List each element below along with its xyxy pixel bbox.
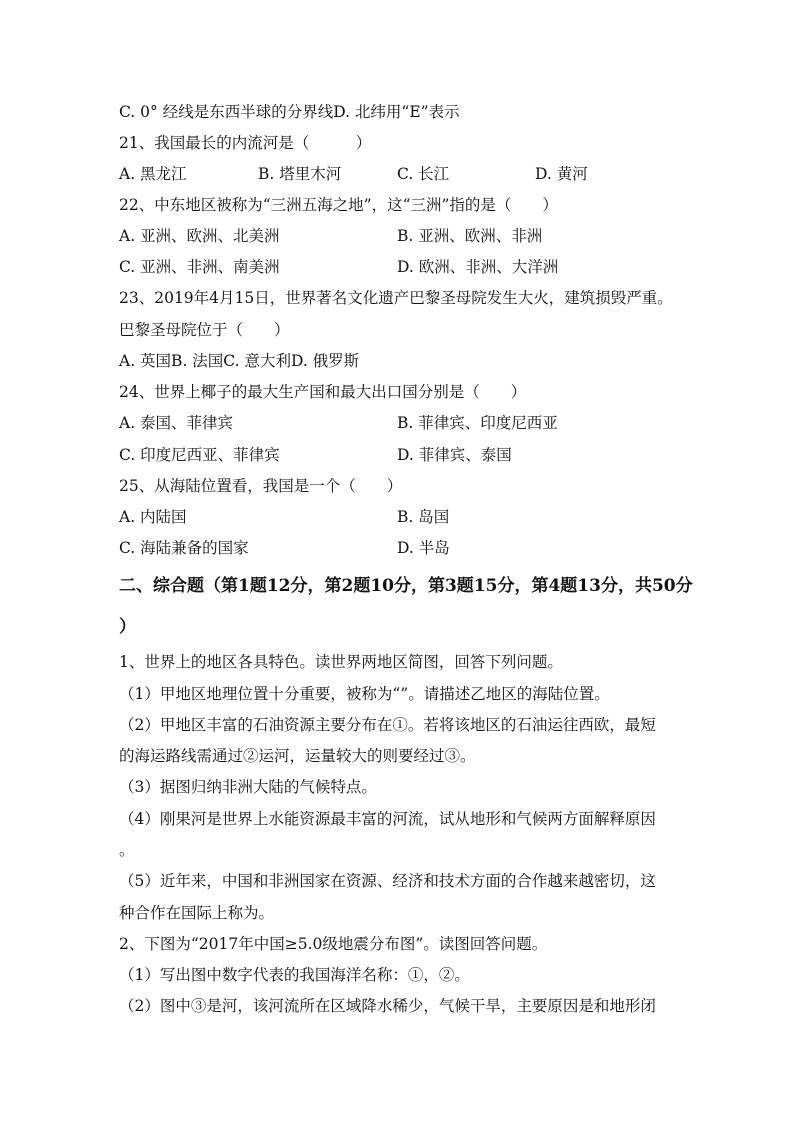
q22-option-d: D. 欧洲、非洲、大洋洲 — [397, 258, 559, 276]
q25-option-a: A. 内陆国 — [119, 508, 187, 526]
section2-heading-close: ） — [119, 617, 136, 637]
q23-options: A. 英国B. 法国C. 意大利D. 俄罗斯 — [119, 352, 360, 370]
q21-option-c: C. 长江 — [397, 165, 450, 183]
c1-stem: 1、世界上的地区各具特色。读世界两地区简图，回答下列问题。 — [119, 653, 563, 671]
q22-option-b: B. 亚洲、欧洲、非洲 — [397, 227, 543, 245]
c1-part1: （1）甲地区地理位置十分重要，被称为“”。请描述乙地区的海陆位置。 — [119, 685, 610, 703]
q21-option-b: B. 塔里木河 — [258, 165, 342, 183]
q24-option-a: A. 泰国、菲律宾 — [119, 414, 234, 432]
c2-part2: （2）图中③是河，该河流所在区域降水稀少，气候干旱，主要原因是和地形闭 — [119, 997, 656, 1015]
c2-stem: 2、下图为“2017年中国≥5.0级地震分布图”。读图回答问题。 — [119, 935, 548, 953]
q22-option-c: C. 亚洲、非洲、南美洲 — [119, 258, 280, 276]
q20-options-continued: C. 0° 经线是东西半球的分界线D. 北纬用“E”表示 — [119, 103, 460, 121]
q25-option-b: B. 岛国 — [397, 508, 450, 526]
c1-part5-line1: （5）近年来，中国和非洲国家在资源、经济和技术方面的合作越来越密切，这 — [119, 872, 656, 890]
c1-part2-line1: （2）甲地区丰富的石油资源主要分布在①。若将该地区的石油运往西欧，最短 — [119, 716, 656, 734]
c1-part4-line1: （4）刚果河是世界上水能资源最丰富的河流，试从地形和气候两方面解释原因 — [119, 810, 656, 828]
q24-option-b: B. 菲律宾、印度尼西亚 — [397, 414, 558, 432]
q24-stem: 24、世界上椰子的最大生产国和最大出口国分别是（ ） — [119, 383, 527, 401]
q23-stem-line1: 23、2019年4月15日，世界著名文化遗产巴黎圣母院发生大火，建筑损毁严重。 — [119, 289, 673, 307]
q25-stem: 25、从海陆位置看，我国是一个（ ） — [119, 477, 403, 495]
q25-option-c: C. 海陆兼备的国家 — [119, 539, 249, 557]
q21-option-d: D. 黄河 — [535, 165, 588, 183]
c1-part3: （3）据图归纳非洲大陆的气候特点。 — [119, 778, 377, 796]
c1-part5-line2: 种合作在国际上称为。 — [119, 904, 275, 922]
q21-option-a: A. 黑龙江 — [119, 165, 187, 183]
c1-part4-line2: 。 — [119, 841, 135, 859]
q23-stem-line2: 巴黎圣母院位于（ ） — [119, 321, 290, 339]
q22-stem: 22、中东地区被称为“三洲五海之地”，这“三洲”指的是（ ） — [119, 196, 558, 214]
c2-part1: （1）写出图中数字代表的我国海洋名称：①，②。 — [119, 966, 470, 984]
q21-stem: 21、我国最长的内流河是（ ） — [119, 134, 372, 152]
q22-option-a: A. 亚洲、欧洲、北美洲 — [119, 227, 280, 245]
section2-heading: 二、综合题（第1题12分，第2题10分，第3题15分，第4题13分，共50分 — [119, 576, 693, 596]
q24-option-d: D. 菲律宾、泰国 — [397, 446, 512, 464]
q25-option-d: D. 半岛 — [397, 539, 450, 557]
c1-part2-line2: 的海运路线需通过②运河，运量较大的则要经过③。 — [119, 747, 476, 765]
q24-option-c: C. 印度尼西亚、菲律宾 — [119, 446, 280, 464]
